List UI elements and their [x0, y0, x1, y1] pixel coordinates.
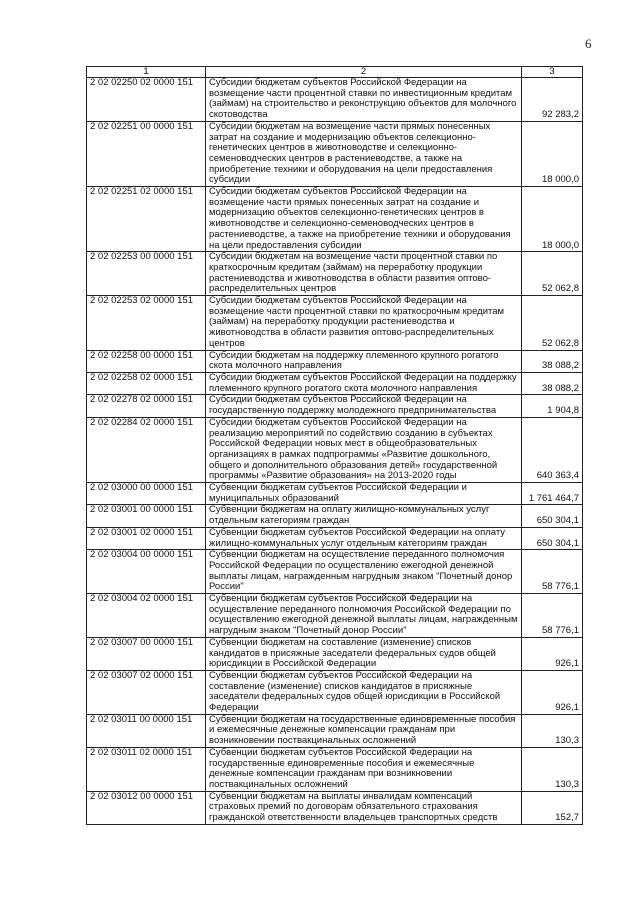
row-code: 2 02 02251 00 0000 151	[87, 121, 206, 186]
row-code: 2 02 03004 00 0000 151	[87, 550, 206, 594]
row-description: Субвенции бюджетам на оплату жилищно-коммунальных услуг отдельным категориям граждан	[206, 505, 522, 527]
row-amount: 58 776,1	[522, 550, 583, 594]
table-row	[87, 550, 583, 594]
row-amount: 650 304,1	[522, 527, 583, 549]
budget-revenue-table	[86, 66, 583, 825]
page-number: 6	[585, 36, 592, 51]
table-row	[87, 637, 583, 670]
row-code: 2 02 02251 02 0000 151	[87, 187, 206, 252]
row-amount: 130,3	[522, 714, 583, 747]
row-amount: 58 776,1	[522, 594, 583, 638]
row-amount: 650 304,1	[522, 505, 583, 527]
row-code: 2 02 03012 00 0000 151	[87, 791, 206, 824]
table-row	[87, 252, 583, 296]
row-code: 2 02 02258 00 0000 151	[87, 350, 206, 372]
row-code: 2 02 02258 02 0000 151	[87, 372, 206, 394]
row-description: Субвенции бюджетам субъектов Российской Федерации на оплату жилищно-коммунальных услуг отдельным категориям граждан	[206, 527, 522, 549]
row-description: Субвенции бюджетам субъектов Российской Федерации на государственные единовременные пособия и ежемесячные денежные компенсации гражданам при возникновении поствакцинальных осложнений	[206, 747, 522, 791]
row-code: 2 02 03007 00 0000 151	[87, 637, 206, 670]
row-code: 2 02 02250 02 0000 151	[87, 78, 206, 122]
table-row	[87, 594, 583, 638]
table-row	[87, 121, 583, 186]
table-row	[87, 670, 583, 714]
row-amount: 18 000,0	[522, 121, 583, 186]
row-code: 2 02 03000 00 0000 151	[87, 483, 206, 505]
column-header-code: 1	[87, 67, 206, 78]
row-amount: 640 363,4	[522, 417, 583, 482]
row-description: Субсидии бюджетам субъектов Российской Федерации на возмещение части процентной ставки по краткосрочным кредитам (займам) на переработку продукции растениеводства и животноводства в области развития оптово-распределительных центров	[206, 296, 522, 351]
row-amount: 1 904,8	[522, 395, 583, 417]
row-amount: 92 283,2	[522, 78, 583, 122]
row-code: 2 02 03001 02 0000 151	[87, 527, 206, 549]
row-amount: 52 062,8	[522, 296, 583, 351]
table-row	[87, 372, 583, 394]
table-row	[87, 483, 583, 505]
table-row	[87, 527, 583, 549]
row-amount: 52 062,8	[522, 252, 583, 296]
column-header-amount: 3	[522, 67, 583, 78]
row-code: 2 02 02284 02 0000 151	[87, 417, 206, 482]
row-amount: 38 088,2	[522, 350, 583, 372]
row-description: Субвенции бюджетам на государственные единовременные пособия и ежемесячные денежные компенсации гражданам при возникновении поствакцинальных осложнений	[206, 714, 522, 747]
row-amount: 926,1	[522, 670, 583, 714]
row-description: Субсидии бюджетам на возмещение части процентной ставки по краткосрочным кредитам (займам) на переработку продукции растениеводства и животноводства в области развития оптово-распределительных центров	[206, 252, 522, 296]
row-description: Субсидии бюджетам на возмещение части прямых понесенных затрат на создание и модернизацию объектов селекционно-генетических центров в животноводстве и селекционно-семеноводческих центров в растениеводстве, а также на приобретение техники и оборудования на цели предоставления субсидии	[206, 121, 522, 186]
table-row	[87, 417, 583, 482]
row-description: Субсидии бюджетам субъектов Российской Федерации на поддержку племенного крупного рогатого скота молочного направления	[206, 372, 522, 394]
table-row	[87, 747, 583, 791]
row-code: 2 02 02278 02 0000 151	[87, 395, 206, 417]
row-description: Субсидии бюджетам субъектов Российской Федерации на реализацию мероприятий по содействию созданию в субъектах Российской Федерации новых мест в общеобразовательных организациях в рамках подпрограммы «Развитие дошкольного, общего и дополнительного образования детей» государственной программы «Развитие образования» на 2013-2020 годы	[206, 417, 522, 482]
row-amount: 18 000,0	[522, 187, 583, 252]
row-amount: 926,1	[522, 637, 583, 670]
row-code: 2 02 03004 02 0000 151	[87, 594, 206, 638]
row-description: Субвенции бюджетам на осуществление переданного полномочия Российской Федерации по осуществлению ежегодной денежной выплаты лицам, награжденным нагрудным знаком "Почетный донор России"	[206, 550, 522, 594]
table-row	[87, 505, 583, 527]
row-amount: 152,7	[522, 791, 583, 824]
row-amount: 1 761 464,7	[522, 483, 583, 505]
table-row	[87, 187, 583, 252]
row-description: Субвенции бюджетам субъектов Российской Федерации и муниципальных образований	[206, 483, 522, 505]
row-amount: 38 088,2	[522, 372, 583, 394]
table-row	[87, 395, 583, 417]
row-description: Субсидии бюджетам субъектов Российской Федерации на возмещение части прямых понесенных затрат на создание и модернизацию объектов селекционно-генетических центров в животноводстве и селекционно-семеноводческих центров в растениеводстве, а также на приобретение техники и оборудования на цели предоставления субсидии	[206, 187, 522, 252]
table-header-row	[87, 67, 583, 78]
table-row	[87, 791, 583, 824]
table-row	[87, 296, 583, 351]
column-header-description: 2	[206, 67, 522, 78]
row-description: Субсидии бюджетам субъектов Российской Федерации на возмещение части процентной ставки по инвестиционным кредитам (займам) на строительство и реконструкцию объектов для молочного скотоводства	[206, 78, 522, 122]
row-description: Субсидии бюджетам субъектов Российской Федерации на государственную поддержку молодежного предпринимательства	[206, 395, 522, 417]
row-code: 2 02 03007 02 0000 151	[87, 670, 206, 714]
table-row	[87, 350, 583, 372]
row-amount: 130,3	[522, 747, 583, 791]
row-code: 2 02 03001 00 0000 151	[87, 505, 206, 527]
row-description: Субвенции бюджетам на составление (изменение) списков кандидатов в присяжные заседатели федеральных судов общей юрисдикции в Российской Федерации	[206, 637, 522, 670]
row-description: Субвенции бюджетам субъектов Российской Федерации на осуществление переданного полномочия Российской Федерации по осуществлению ежегодной денежной выплаты лицам, награжденным нагрудным знаком "Почетный донор России"	[206, 594, 522, 638]
row-description: Субвенции бюджетам субъектов Российской Федерации на составление (изменение) списков кандидатов в присяжные заседатели федеральных судов общей юрисдикции в Российской Федерации	[206, 670, 522, 714]
table-row	[87, 78, 583, 122]
row-description: Субсидии бюджетам на поддержку племенного крупного рогатого скота молочного направления	[206, 350, 522, 372]
row-code: 2 02 03011 02 0000 151	[87, 747, 206, 791]
row-description: Субвенции бюджетам на выплаты инвалидам компенсаций страховых премий по договорам обязательного страхования гражданской ответственности владельцев транспортных средств	[206, 791, 522, 824]
row-code: 2 02 02253 02 0000 151	[87, 296, 206, 351]
table-row	[87, 714, 583, 747]
row-code: 2 02 02253 00 0000 151	[87, 252, 206, 296]
row-code: 2 02 03011 00 0000 151	[87, 714, 206, 747]
